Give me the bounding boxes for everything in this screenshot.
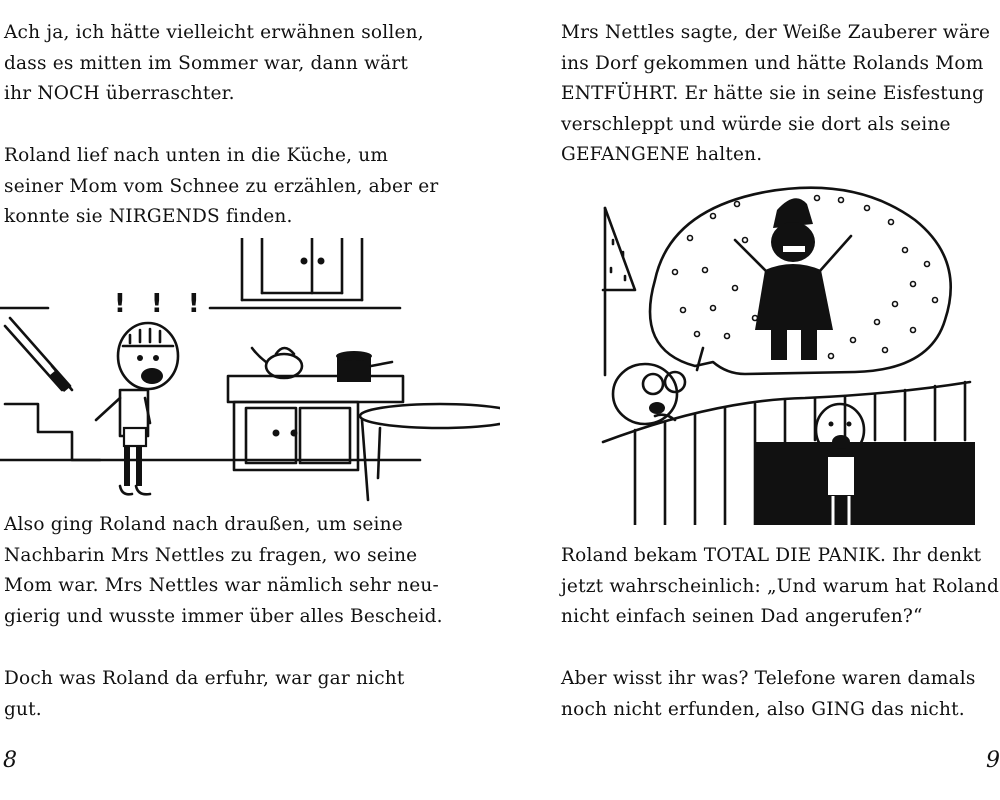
text-line: Aber wisst ihr was? Telefone waren damals [561, 668, 976, 689]
text-line: Mom war. Mrs Nettles war nämlich sehr neu- [4, 575, 439, 596]
text-line: Ach ja, ich hätte vielleicht erwähnen sollen, [4, 22, 424, 43]
text-line: dass es mitten im Sommer war, dann wärt [4, 52, 409, 74]
page-number-right: 9 [986, 748, 1000, 773]
text-line: ins Dorf gekommen und hätte Rolands Mom [561, 52, 984, 74]
pine-tree [603, 208, 635, 375]
right-page [500, 0, 1000, 800]
page-number-left: 8 [3, 748, 17, 773]
white-wizard-character [735, 198, 851, 360]
text-line: Nachbarin Mrs Nettles zu fragen, wo seine [4, 544, 418, 566]
text-line: gierig und wusste immer über alles Bescheid. [4, 605, 443, 627]
right-paragraph-1 [561, 18, 990, 171]
left-paragraph-1 [4, 18, 424, 110]
text-line: ENTFÜHRT. Er hätte sie in seine Eisfestung [561, 83, 985, 104]
roland-character [96, 323, 178, 494]
text-line: Mrs Nettles sagte, der Weiße Zauberer wäre [561, 22, 991, 43]
snow-wizard-illustration [595, 180, 975, 525]
upper-cabinet [242, 238, 362, 300]
text-line: ihr NOCH überraschter. [4, 83, 235, 104]
text-line: Roland bekam TOTAL DIE PANIK. Ihr denkt [561, 545, 982, 566]
text-line: Doch was Roland da erfuhr, war gar nicht [4, 668, 405, 689]
text-line: verschleppt und würde sie dort als seine [561, 113, 951, 135]
exclamation-marks: ! ! ! [114, 289, 208, 319]
staircase [5, 318, 100, 460]
cabinet-knob [301, 258, 308, 265]
left-paragraph-4 [4, 664, 405, 725]
right-paragraph-3 [561, 664, 976, 725]
kettle [252, 348, 302, 378]
kitchen-illustration [0, 238, 500, 508]
text-line: nicht einfach seinen Dad angerufen?“ [561, 606, 923, 627]
text-line: Roland lief nach unten in die Küche, um [4, 145, 389, 166]
text-line: seiner Mom vom Schnee zu erzählen, aber er [4, 175, 439, 197]
text-line: gut. [4, 698, 42, 720]
cabinet-knob [318, 258, 325, 265]
text-line: noch nicht erfunden, also GING das nicht. [561, 698, 965, 720]
text-line: Also ging Roland nach draußen, um seine [4, 514, 403, 535]
text-line: jetzt wahrscheinlich: „Und warum hat Roland [561, 575, 1000, 597]
right-paragraph-2 [561, 541, 999, 633]
left-paragraph-3 [4, 510, 443, 632]
dark-snowbank [755, 442, 975, 525]
text-line: GEFANGENE halten. [561, 144, 763, 165]
cooking-pot [336, 351, 392, 382]
left-paragraph-2 [4, 141, 438, 233]
text-line: konnte sie NIRGENDS finden. [4, 206, 293, 227]
round-table [360, 404, 500, 500]
mrs-nettles-character [613, 364, 685, 424]
